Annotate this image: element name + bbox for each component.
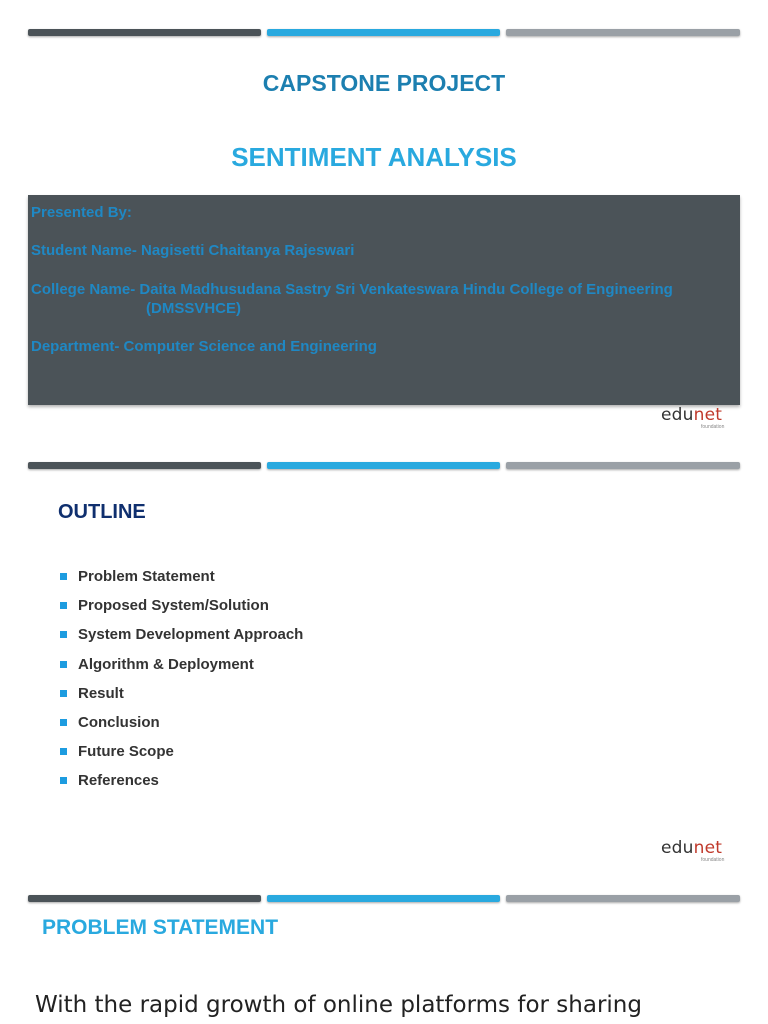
outline-item [60,597,303,626]
outline-item-label: Proposed System/Solution [78,597,269,615]
header-bar-dark [28,29,261,36]
header-bar-gray [506,29,740,36]
problem-statement-title: PROBLEM STATEMENT [42,916,279,939]
edunet-logo [661,838,741,864]
outline-list [60,568,303,802]
logo-word-suffix: net [693,838,723,858]
header-bar-gray [506,462,740,469]
outline-item [60,626,303,655]
presented-by-label: Presented By: [31,204,132,221]
header-bar-blue [267,29,500,36]
square-bullet-icon [60,631,67,638]
header-bar-blue [267,895,500,902]
header-bar-blue [267,462,500,469]
outline-item-label: Result [78,684,124,702]
square-bullet-icon [60,690,67,697]
outline-item-label: System Development Approach [78,626,304,644]
header-bar-dark [28,462,261,469]
logo-tagline: foundation [701,857,725,863]
square-bullet-icon [60,777,67,784]
outline-item [60,743,303,772]
square-bullet-icon [60,602,67,609]
outline-item-label: Problem Statement [78,568,215,585]
outline-item [60,685,303,714]
logo-tagline: foundation [701,424,725,430]
outline-item [60,714,303,743]
student-name: Student Name- Nagisetti Chaitanya Rajeswari [31,242,355,259]
presenter-info-box [28,195,740,405]
college-name: College Name- Daita Madhusudana Sastry Sri Venkateswara Hindu College of Engineering [31,281,673,298]
square-bullet-icon [60,719,67,726]
header-bars-slide1 [28,29,740,37]
header-bars-slide3 [28,895,740,903]
logo-word-prefix: edu [661,838,694,858]
project-subtitle: SENTIMENT ANALYSIS [231,142,517,172]
problem-statement-body: With the rapid growth of online platforms for sharing [35,992,642,1018]
outline-item-label: Algorithm & Deployment [78,655,254,673]
logo-word-prefix: edu [661,405,694,425]
square-bullet-icon [60,661,67,668]
header-bar-gray [506,895,740,902]
outline-item [60,772,303,801]
outline-item-label: References [78,772,159,790]
outline-item [60,656,303,685]
header-bar-dark [28,895,261,902]
header-bars-slide2 [28,462,740,470]
college-abbreviation: (DMSSVHCE) [146,300,242,317]
department-name: Department- Computer Science and Engineering [31,338,377,355]
outline-item [60,568,303,597]
logo-word-suffix: net [693,405,723,425]
outline-item-label: Conclusion [78,713,160,731]
outline-title: OUTLINE [58,501,146,523]
square-bullet-icon [60,748,67,755]
square-bullet-icon [60,573,67,580]
outline-item-label: Future Scope [78,743,174,761]
edunet-logo [661,405,741,431]
project-title: CAPSTONE PROJECT [262,70,506,96]
